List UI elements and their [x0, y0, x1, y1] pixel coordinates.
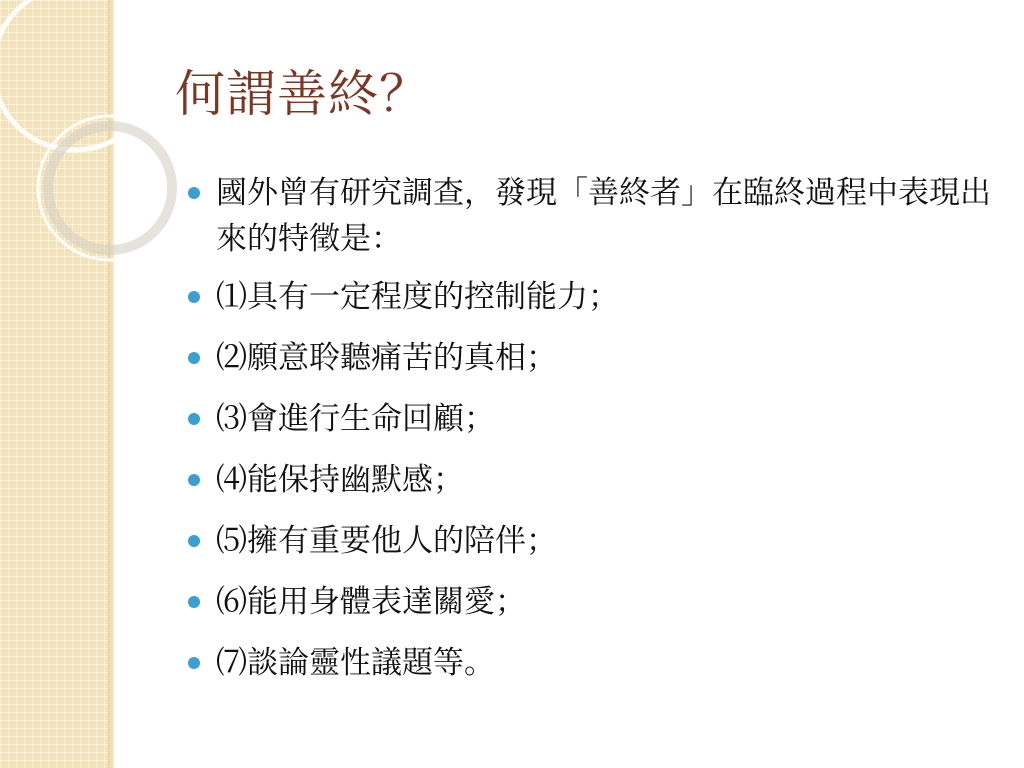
bullet-icon: [188, 657, 200, 669]
bullet-text: ⑸擁有重要他人的陪伴；: [216, 523, 557, 559]
bullet-icon: [188, 596, 200, 608]
bullet-icon: [188, 352, 200, 364]
list-item: [188, 170, 1008, 262]
bullet-list: [188, 170, 1008, 701]
list-item: [188, 335, 1008, 381]
list-item: [188, 274, 1008, 320]
decorative-rings: [0, 0, 200, 300]
bullet-text: ⑷能保持幽默感；: [216, 462, 464, 498]
slide-title: 何謂善終？: [175, 65, 430, 123]
bullet-icon: [188, 413, 200, 425]
bullet-icon: [188, 187, 200, 199]
bullet-text: ⑴具有一定程度的控制能力；: [216, 279, 619, 315]
bullet-text: 國外曾有研究調查，發現「善終者」在臨終過程中表現出來的特徵是：: [216, 175, 991, 257]
list-item: [188, 640, 1008, 686]
list-item: [188, 579, 1008, 625]
bullet-icon: [188, 535, 200, 547]
bullet-text: ⑹能用身體表達關愛；: [216, 584, 526, 620]
bullet-text: ⑺談論靈性議題等。: [216, 645, 495, 681]
bullet-text: ⑵願意聆聽痛苦的真相；: [216, 340, 557, 376]
list-item: [188, 396, 1008, 442]
bullet-icon: [188, 291, 200, 303]
list-item: [188, 518, 1008, 564]
bullet-text: ⑶會進行生命回顧；: [216, 401, 495, 437]
bullet-icon: [188, 474, 200, 486]
list-item: [188, 457, 1008, 503]
